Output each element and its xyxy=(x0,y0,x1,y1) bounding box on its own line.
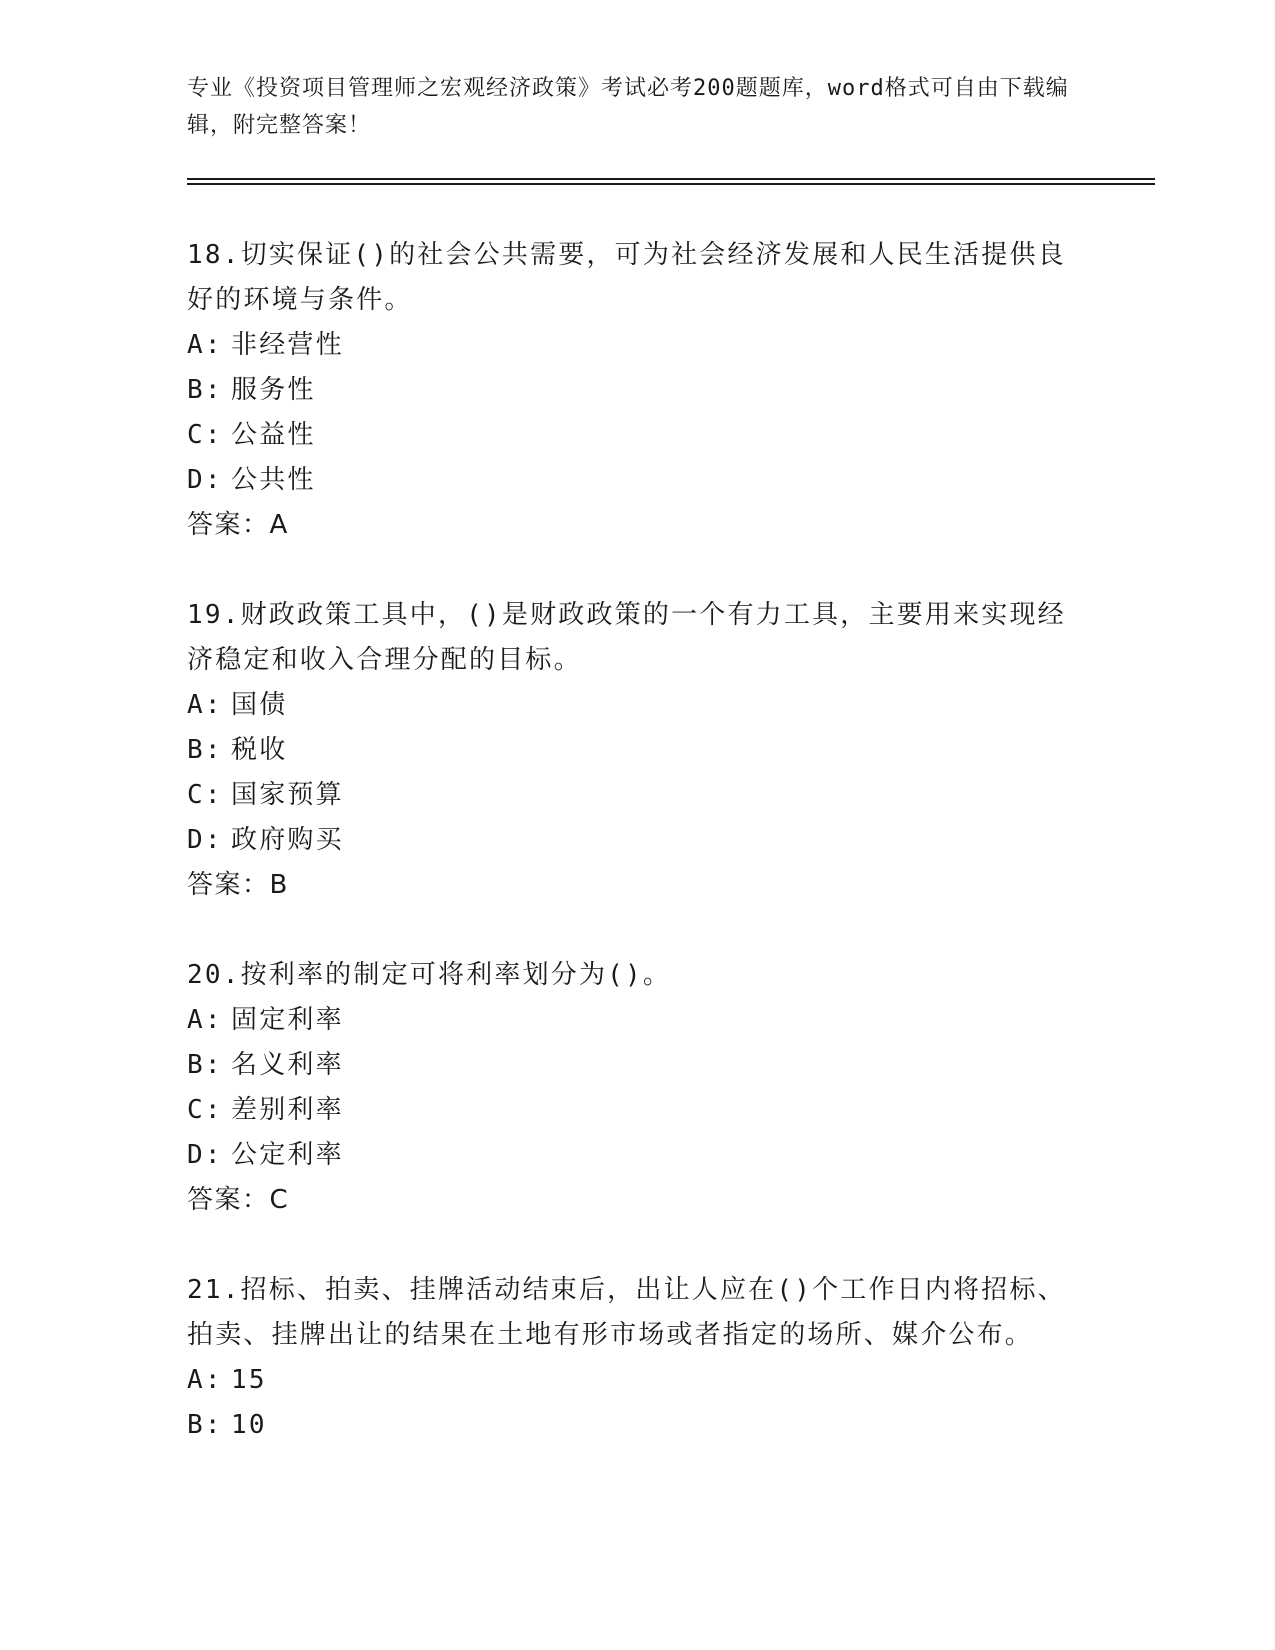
question-number: 21. xyxy=(187,1275,241,1305)
option-a xyxy=(187,683,1087,728)
option-text: 固定利率 xyxy=(231,1005,344,1035)
option-text: 国家预算 xyxy=(231,780,344,810)
option-label: D: xyxy=(187,825,223,855)
option-d xyxy=(187,458,1087,503)
question-stem: 招标、拍卖、挂牌活动结束后，出让人应在()个工作日内将招标、拍卖、挂牌出让的结果在土地有形市场或者指定的场所、媒介公布。 xyxy=(187,1275,1066,1350)
option-c xyxy=(187,1088,1087,1133)
option-label: D: xyxy=(187,1140,223,1170)
answer-line: 答案：A xyxy=(187,510,289,540)
option-b xyxy=(187,1043,1087,1088)
option-c xyxy=(187,773,1087,818)
option-label: D: xyxy=(187,465,223,495)
header-divider-bottom xyxy=(187,183,1155,185)
option-text: 公益性 xyxy=(231,420,316,450)
option-label: C: xyxy=(187,420,223,450)
option-a xyxy=(187,1358,1087,1403)
option-label: A: xyxy=(187,1365,223,1395)
option-label: C: xyxy=(187,780,223,810)
question-text xyxy=(187,233,1087,323)
question-stem: 按利率的制定可将利率划分为()。 xyxy=(240,960,672,990)
option-text: 公共性 xyxy=(231,465,316,495)
option-c xyxy=(187,413,1087,458)
question-text xyxy=(187,593,1087,683)
question-item xyxy=(187,593,1087,908)
option-text: 政府购买 xyxy=(231,825,344,855)
question-item xyxy=(187,233,1087,548)
document-header: 专业《投资项目管理师之宏观经济政策》考试必考200题题库，word格式可自由下载编辑，附完整答案！ xyxy=(187,76,1069,138)
option-label: B: xyxy=(187,735,223,765)
header-divider-top xyxy=(187,178,1155,180)
option-b xyxy=(187,1403,1087,1448)
question-item xyxy=(187,1268,1087,1448)
option-a xyxy=(187,998,1087,1043)
option-label: A: xyxy=(187,330,223,360)
question-stem: 财政政策工具中，()是财政政策的一个有力工具，主要用来实现经济稳定和收入合理分配的目标。 xyxy=(187,600,1066,675)
question-number: 18. xyxy=(187,240,241,270)
option-label: B: xyxy=(187,1050,223,1080)
question-list xyxy=(187,233,1087,1493)
option-text: 15 xyxy=(231,1365,267,1395)
option-text: 公定利率 xyxy=(231,1140,344,1170)
option-text: 服务性 xyxy=(231,375,316,405)
question-number: 19. xyxy=(187,600,241,630)
question-item xyxy=(187,953,1087,1223)
answer-line: 答案：B xyxy=(187,870,289,900)
option-text: 国债 xyxy=(231,690,288,720)
option-text: 10 xyxy=(231,1410,267,1440)
option-label: B: xyxy=(187,375,223,405)
option-label: A: xyxy=(187,1005,223,1035)
question-number: 20. xyxy=(187,960,241,990)
option-text: 税收 xyxy=(231,735,288,765)
option-label: C: xyxy=(187,1095,223,1125)
answer-line: 答案：C xyxy=(187,1185,290,1215)
option-a xyxy=(187,323,1087,368)
question-text xyxy=(187,1268,1087,1358)
option-text: 名义利率 xyxy=(231,1050,344,1080)
option-text: 差别利率 xyxy=(231,1095,344,1125)
option-b xyxy=(187,368,1087,413)
question-stem: 切实保证()的社会公共需要，可为社会经济发展和人民生活提供良好的环境与条件。 xyxy=(187,240,1066,315)
option-d xyxy=(187,818,1087,863)
option-d xyxy=(187,1133,1087,1178)
option-text: 非经营性 xyxy=(231,330,344,360)
option-label: B: xyxy=(187,1410,223,1440)
option-b xyxy=(187,728,1087,773)
question-text xyxy=(187,953,1087,998)
option-label: A: xyxy=(187,690,223,720)
